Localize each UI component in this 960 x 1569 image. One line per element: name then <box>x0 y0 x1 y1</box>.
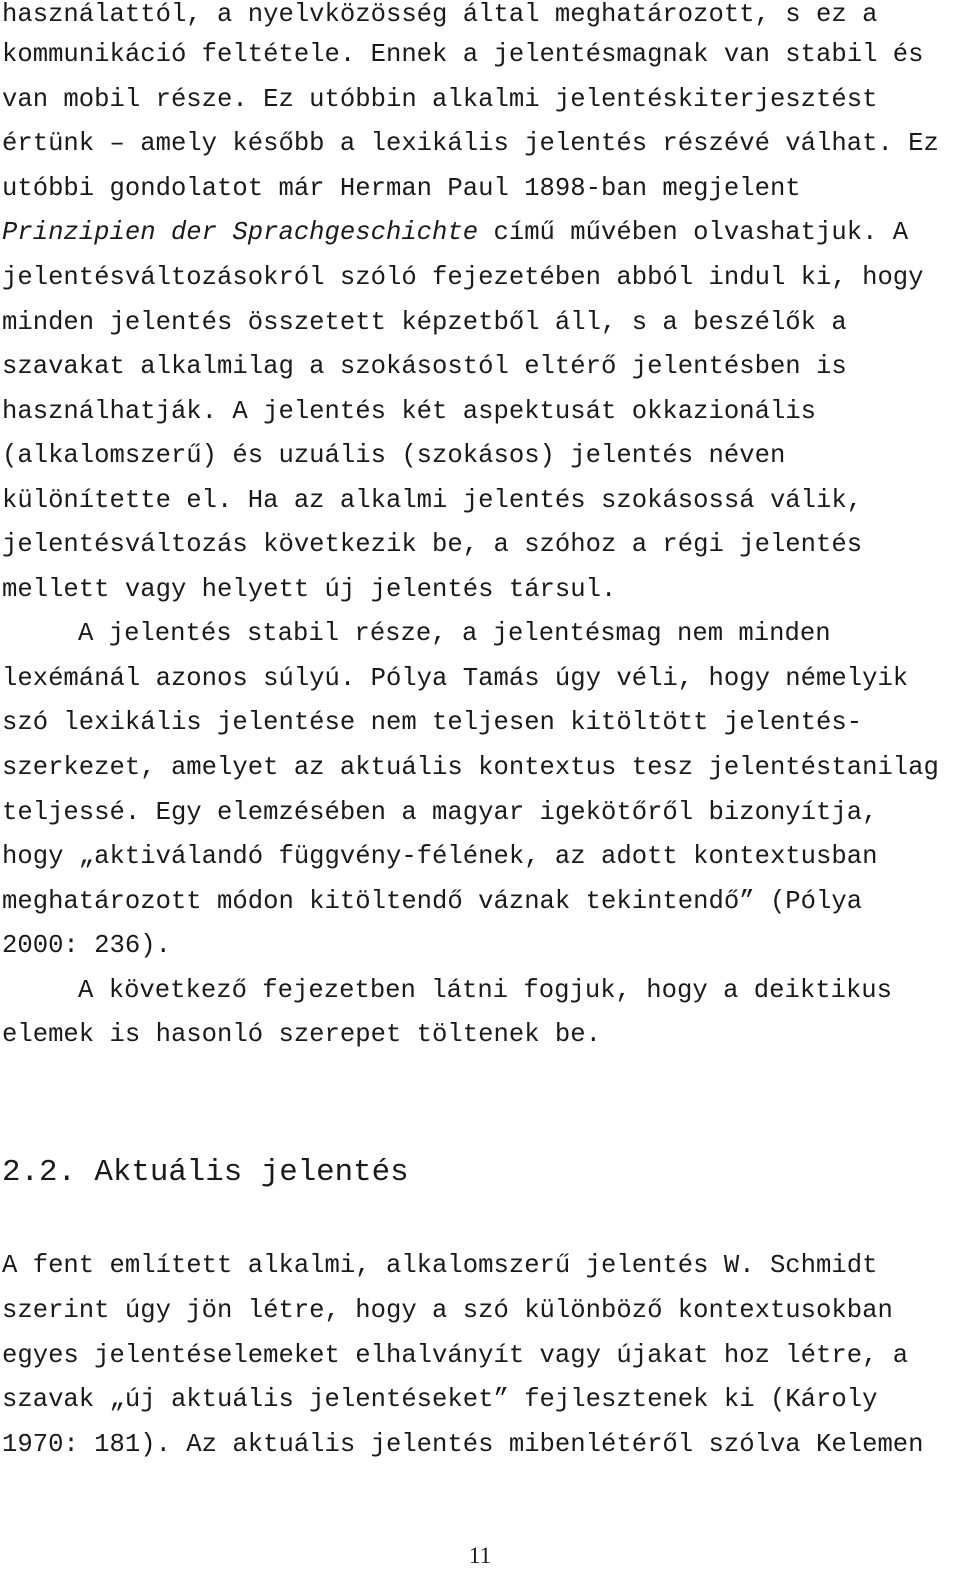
book-title: Prinzipien der Sprachgeschichte <box>2 218 479 247</box>
text-line: használhatják. A jelentés két aspektusát okkazionális <box>2 397 817 426</box>
text-fragment: című művében olvashatjuk. A <box>478 218 909 247</box>
text-line: teljessé. Egy elemzésében a magyar igekötőről bizonyítja, <box>2 798 878 827</box>
text-line: hogy „aktiválandó függvény-félének, az adott kontextusban <box>2 842 878 871</box>
text-line: használattól, a nyelvközösség által meghatározott, s ez a <box>2 0 878 29</box>
text-line: szó lexikális jelentése nem teljesen kitöltött jelentés- <box>2 708 863 737</box>
text-line: szerint úgy jön létre, hogy a szó különböző kontextusokban <box>2 1296 893 1325</box>
text-line: szerkezet, amelyet az aktuális kontextus tesz jelentéstanilag <box>2 753 939 782</box>
text-line: mellett vagy helyett új jelentés társul. <box>2 575 617 604</box>
text-line: A jelentés stabil része, a jelentésmag nem minden <box>78 619 831 648</box>
text-line: meghatározott módon kitöltendő váznak tekintendő” (Pólya <box>2 887 863 916</box>
text-line: egyes jelentéselemeket elhalványít vagy újakat hoz létre, a <box>2 1341 909 1370</box>
text-line: szavakat alkalmilag a szokásostól eltérő jelentésben is <box>2 352 847 381</box>
section-heading: 2.2. Aktuális jelentés <box>2 1155 409 1190</box>
text-line: (alkalomszerű) és uzuális (szokásos) jelentés néven <box>2 441 786 470</box>
text-line: különítette el. Ha az alkalmi jelentés szokásossá válik, <box>2 486 863 515</box>
text-line: A fent említett alkalmi, alkalomszerű jelentés W. Schmidt <box>2 1251 878 1280</box>
text-line: jelentésváltozásokról szóló fejezetében abból indul ki, hogy <box>2 263 924 292</box>
text-line: jelentésváltozás következik be, a szóhoz a régi jelentés <box>2 530 863 559</box>
text-line: utóbbi gondolatot már Herman Paul 1898-ban megjelent <box>2 174 801 203</box>
text-line: értünk – amely később a lexikális jelentés részévé válhat. Ez <box>2 129 939 158</box>
text-line: 1970: 181). Az aktuális jelentés mibenlétéről szólva Kelemen <box>2 1430 924 1459</box>
text-line: kommunikáció feltétele. Ennek a jelentésmagnak van stabil és <box>2 40 924 69</box>
text-line: elemek is hasonló szerepet töltenek be. <box>2 1020 601 1049</box>
text-line: 2000: 236). <box>2 931 171 960</box>
text-line: lexémánál azonos súlyú. Pólya Tamás úgy véli, hogy némelyik <box>2 664 909 693</box>
text-line <box>2 218 908 248</box>
text-line: szavak „új aktuális jelentéseket” fejlesztenek ki (Károly <box>2 1385 878 1414</box>
page-number: 11 <box>468 1543 492 1568</box>
text-line: van mobil része. Ez utóbbin alkalmi jelentéskiterjesztést <box>2 85 878 114</box>
text-line: minden jelentés összetett képzetből áll, s a beszélők a <box>2 308 847 337</box>
text-line: A következő fejezetben látni fogjuk, hogy a deiktikus <box>78 976 893 1005</box>
